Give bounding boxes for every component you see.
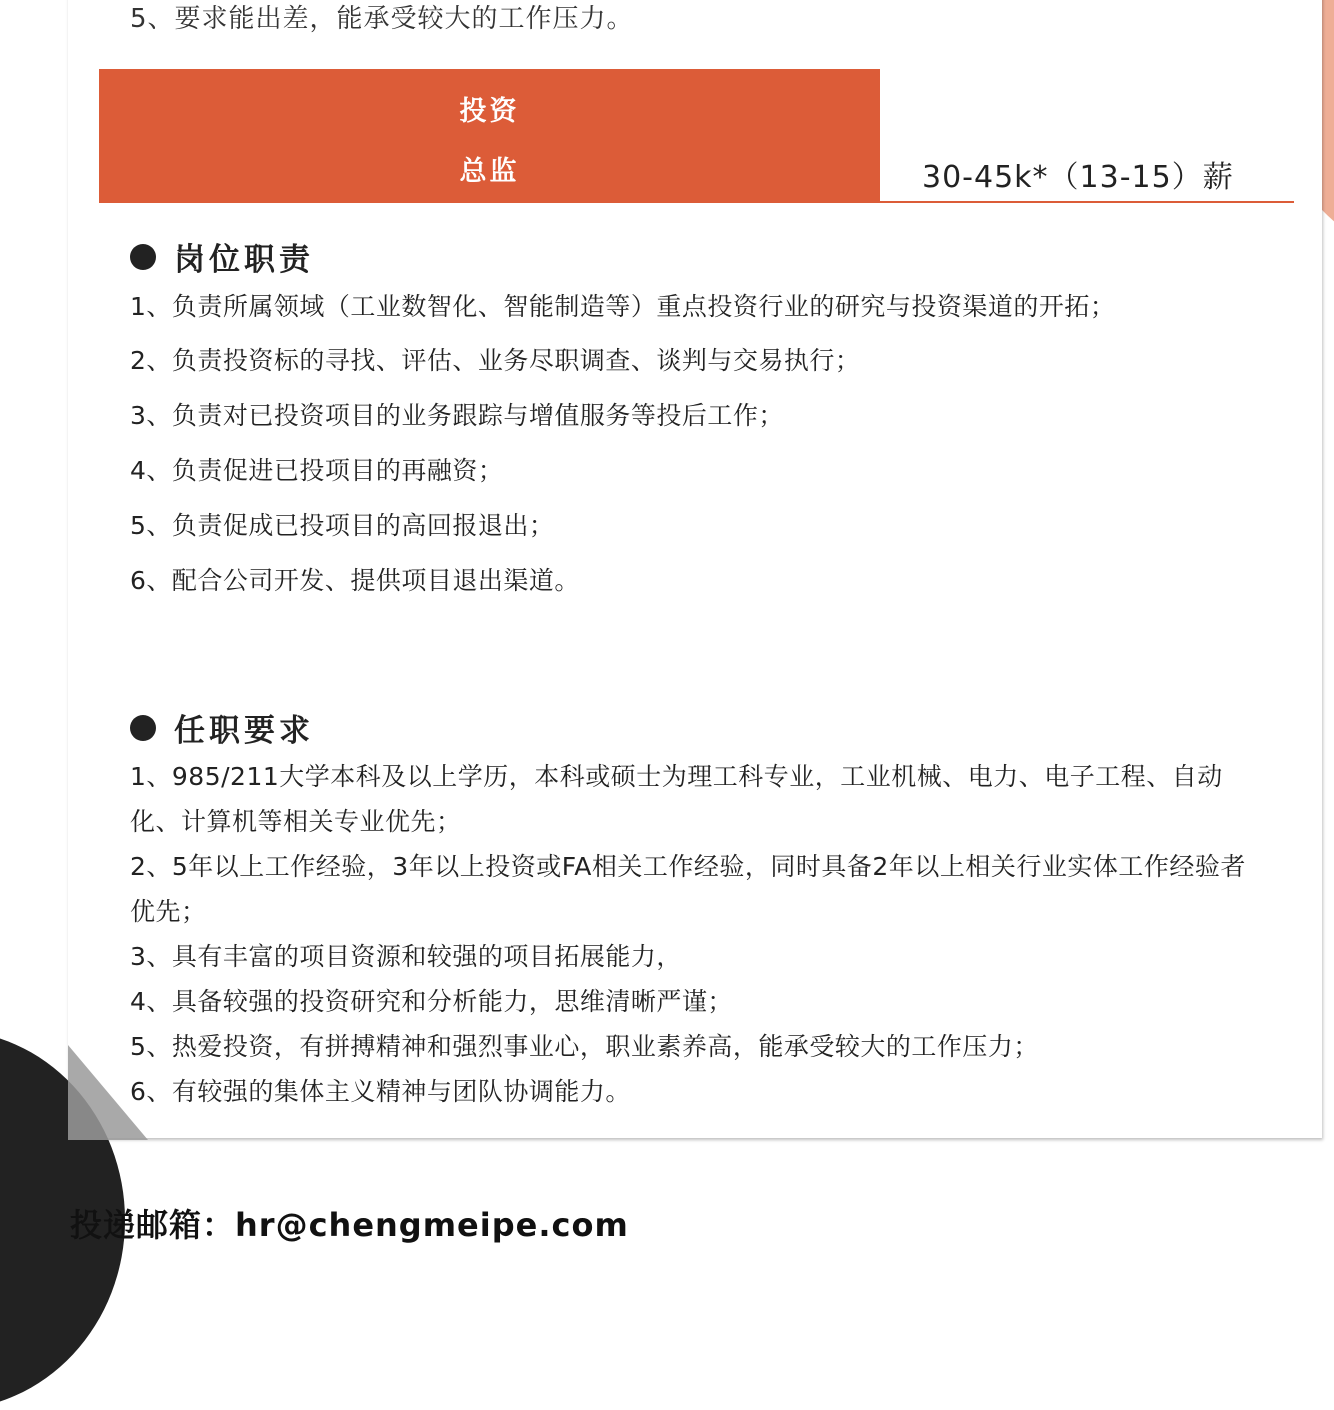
duty-item: 5、负责促成已投项目的高回报退出；	[130, 511, 555, 540]
requirements-heading: 任职要求	[174, 713, 314, 749]
position-title-line2: 总监	[459, 156, 520, 187]
duty-item: 4、负责促进已投项目的再融资；	[130, 456, 504, 485]
duty-item: 1、负责所属领域（工业数智化、智能制造等）重点投资行业的研究与投资渠道的开拓；	[130, 292, 1116, 321]
salary-range: 30-45k*（13-15）薪	[922, 160, 1234, 195]
duties-section-header	[130, 234, 314, 279]
application-email[interactable]: 投递邮箱：hr@chengmeipe.com	[70, 1206, 629, 1244]
position-title-line1: 投资	[459, 96, 520, 127]
duty-item: 3、负责对已投资项目的业务跟踪与增值服务等投后工作；	[130, 401, 784, 430]
salary-underline	[880, 201, 1294, 203]
requirement-item: 3、具有丰富的项目资源和较强的项目拓展能力，	[130, 942, 682, 971]
bullet-dot-icon	[130, 244, 156, 270]
bullet-dot-icon	[130, 715, 156, 741]
duty-item: 6、配合公司开发、提供项目退出渠道。	[130, 566, 580, 595]
requirements-section-header	[130, 705, 314, 750]
requirement-item: 6、有较强的集体主义精神与团队协调能力。	[130, 1077, 631, 1106]
position-title-banner	[99, 69, 880, 203]
requirement-item: 1、985/211大学本科及以上学历，本科或硕士为理工科专业，工业机械、电力、电子工程、自动化、计算机等相关专业优先；	[130, 762, 1223, 836]
requirement-item: 4、具备较强的投资研究和分析能力，思维清晰严谨；	[130, 987, 733, 1016]
duties-heading: 岗位职责	[174, 242, 314, 278]
requirements-list	[130, 754, 1270, 1114]
duty-item: 2、负责投资标的寻找、评估、业务尽职调查、谈判与交易执行；	[130, 346, 861, 375]
requirement-item: 5、热爱投资，有拼搏精神和强烈事业心，职业素养高，能承受较大的工作压力；	[130, 1032, 1039, 1061]
clipped-previous-text: 5、要求能出差，能承受较大的工作压力。	[130, 4, 634, 34]
requirement-item: 2、5年以上工作经验，3年以上投资或FA相关工作经验，同时具备2年以上相关行业实体工作经验者优先；	[130, 852, 1246, 926]
